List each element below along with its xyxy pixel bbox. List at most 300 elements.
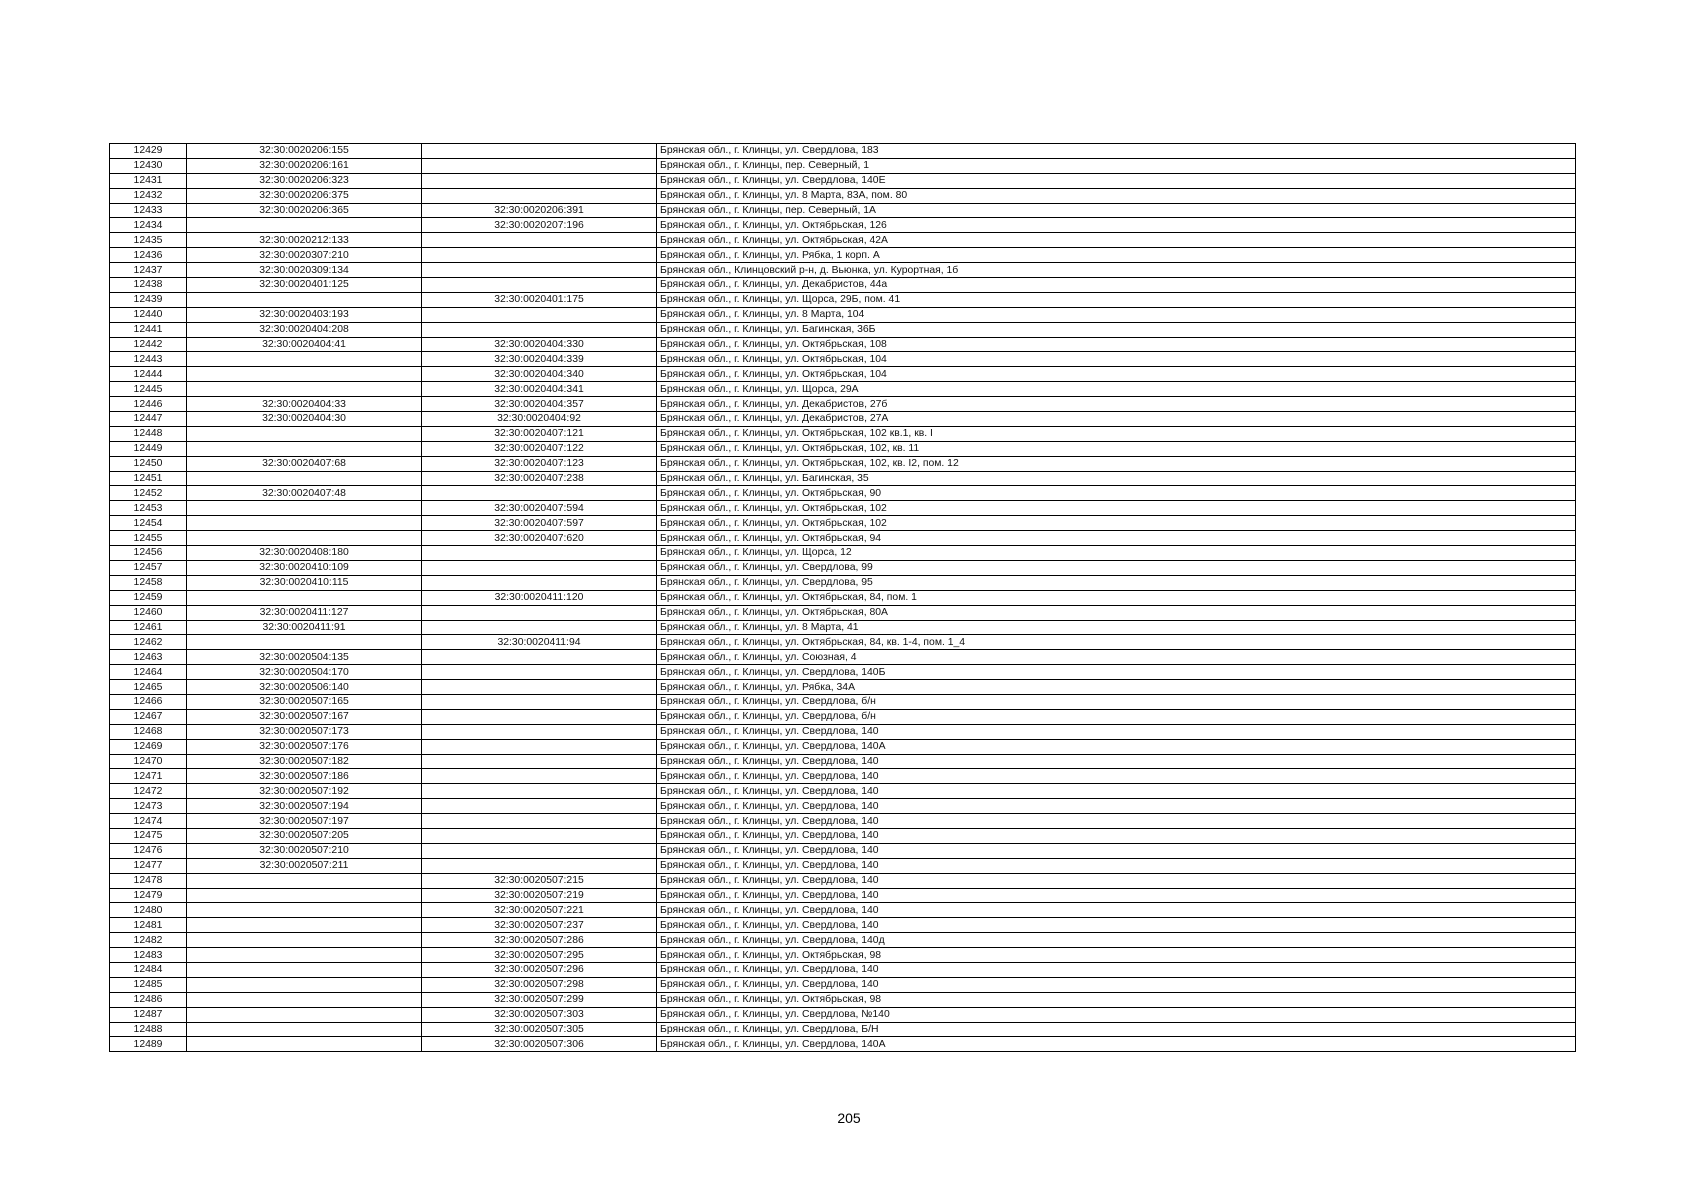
row-number-cell: 12443 <box>110 352 187 367</box>
related-cadastral-number-cell <box>422 173 657 188</box>
address-cell: Брянская обл., г. Клинцы, ул. Свердлова, 140 <box>657 977 1576 992</box>
cadastral-number-cell <box>187 873 422 888</box>
related-cadastral-number-cell: 32:30:0020407:620 <box>422 531 657 546</box>
related-cadastral-number-cell: 32:30:0020507:286 <box>422 933 657 948</box>
related-cadastral-number-cell: 32:30:0020507:237 <box>422 918 657 933</box>
table-row <box>110 933 1576 948</box>
address-cell: Брянская обл., г. Клинцы, ул. Октябрьская, 98 <box>657 992 1576 1007</box>
row-number-cell: 12487 <box>110 1007 187 1022</box>
address-cell: Брянская обл., г. Клинцы, ул. Октябрьская, 84, пом. 1 <box>657 590 1576 605</box>
related-cadastral-number-cell <box>422 680 657 695</box>
address-cell: Брянская обл., г. Клинцы, ул. Декабристов, 27А <box>657 412 1576 427</box>
row-number-cell: 12472 <box>110 784 187 799</box>
cadastral-number-cell: 32:30:0020407:48 <box>187 486 422 501</box>
related-cadastral-number-cell <box>422 233 657 248</box>
row-number-cell: 12431 <box>110 173 187 188</box>
cadastral-number-cell: 32:30:0020507:211 <box>187 858 422 873</box>
cadastral-number-cell: 32:30:0020307:210 <box>187 248 422 263</box>
related-cadastral-number-cell <box>422 784 657 799</box>
related-cadastral-number-cell <box>422 769 657 784</box>
cadastral-number-cell <box>187 292 422 307</box>
table-row <box>110 575 1576 590</box>
table-row <box>110 1007 1576 1022</box>
address-cell: Брянская обл., г. Клинцы, ул. Октябрьская, 126 <box>657 218 1576 233</box>
row-number-cell: 12437 <box>110 263 187 278</box>
cadastral-number-cell <box>187 441 422 456</box>
row-number-cell: 12484 <box>110 962 187 977</box>
related-cadastral-number-cell: 32:30:0020507:303 <box>422 1007 657 1022</box>
table-row <box>110 203 1576 218</box>
related-cadastral-number-cell <box>422 263 657 278</box>
cadastral-number-cell: 32:30:0020309:134 <box>187 263 422 278</box>
address-cell: Брянская обл., г. Клинцы, ул. Свердлова, 140 <box>657 828 1576 843</box>
table-row <box>110 218 1576 233</box>
address-cell: Брянская обл., г. Клинцы, ул. Декабристов, 44а <box>657 278 1576 293</box>
table-row <box>110 799 1576 814</box>
row-number-cell: 12483 <box>110 948 187 963</box>
cadastral-number-cell <box>187 471 422 486</box>
cadastral-number-cell <box>187 903 422 918</box>
row-number-cell: 12470 <box>110 754 187 769</box>
related-cadastral-number-cell: 32:30:0020407:121 <box>422 426 657 441</box>
related-cadastral-number-cell <box>422 322 657 337</box>
related-cadastral-number-cell: 32:30:0020404:330 <box>422 337 657 352</box>
address-cell: Брянская обл., г. Клинцы, ул. 8 Марта, 104 <box>657 307 1576 322</box>
related-cadastral-number-cell: 32:30:0020507:306 <box>422 1037 657 1052</box>
related-cadastral-number-cell <box>422 754 657 769</box>
cadastral-number-cell: 32:30:0020206:323 <box>187 173 422 188</box>
address-cell: Брянская обл., г. Клинцы, ул. Свердлова, 140 <box>657 858 1576 873</box>
row-number-cell: 12475 <box>110 828 187 843</box>
related-cadastral-number-cell: 32:30:0020507:221 <box>422 903 657 918</box>
cadastral-number-cell: 32:30:0020404:41 <box>187 337 422 352</box>
table-row <box>110 888 1576 903</box>
related-cadastral-number-cell <box>422 694 657 709</box>
table-row <box>110 903 1576 918</box>
table-row <box>110 590 1576 605</box>
table-row <box>110 814 1576 829</box>
cadastral-number-cell: 32:30:0020507:182 <box>187 754 422 769</box>
row-number-cell: 12465 <box>110 680 187 695</box>
row-number-cell: 12479 <box>110 888 187 903</box>
address-cell: Брянская обл., г. Клинцы, ул. Октябрьская, 98 <box>657 948 1576 963</box>
address-cell: Брянская обл., г. Клинцы, ул. Октябрьская, 102 кв.1, кв. I <box>657 426 1576 441</box>
cadastral-number-cell <box>187 933 422 948</box>
row-number-cell: 12458 <box>110 575 187 590</box>
cadastral-number-cell: 32:30:0020507:210 <box>187 843 422 858</box>
cadastral-number-cell: 32:30:0020504:170 <box>187 665 422 680</box>
cadastral-number-cell <box>187 382 422 397</box>
row-number-cell: 12469 <box>110 739 187 754</box>
table-row <box>110 382 1576 397</box>
related-cadastral-number-cell: 32:30:0020404:92 <box>422 412 657 427</box>
cadastral-number-cell: 32:30:0020507:176 <box>187 739 422 754</box>
related-cadastral-number-cell <box>422 188 657 203</box>
address-cell: Брянская обл., г. Клинцы, ул. Свердлова, 140 <box>657 724 1576 739</box>
cadastral-number-cell: 32:30:0020504:135 <box>187 650 422 665</box>
table-row <box>110 665 1576 680</box>
address-cell: Брянская обл., г. Клинцы, ул. Свердлова, 140 <box>657 784 1576 799</box>
address-cell: Брянская обл., г. Клинцы, ул. Свердлова, 140 <box>657 814 1576 829</box>
row-number-cell: 12488 <box>110 1022 187 1037</box>
related-cadastral-number-cell: 32:30:0020507:295 <box>422 948 657 963</box>
related-cadastral-number-cell: 32:30:0020207:196 <box>422 218 657 233</box>
cadastral-number-cell: 32:30:0020404:30 <box>187 412 422 427</box>
table-row <box>110 367 1576 382</box>
row-number-cell: 12432 <box>110 188 187 203</box>
row-number-cell: 12435 <box>110 233 187 248</box>
table-row <box>110 784 1576 799</box>
table-row <box>110 531 1576 546</box>
related-cadastral-number-cell <box>422 560 657 575</box>
table-row <box>110 486 1576 501</box>
row-number-cell: 12434 <box>110 218 187 233</box>
row-number-cell: 12476 <box>110 843 187 858</box>
row-number-cell: 12446 <box>110 397 187 412</box>
row-number-cell: 12461 <box>110 620 187 635</box>
cadastral-number-cell: 32:30:0020401:125 <box>187 278 422 293</box>
related-cadastral-number-cell <box>422 620 657 635</box>
row-number-cell: 12489 <box>110 1037 187 1052</box>
cadastral-number-cell: 32:30:0020507:173 <box>187 724 422 739</box>
row-number-cell: 12450 <box>110 456 187 471</box>
related-cadastral-number-cell <box>422 158 657 173</box>
address-cell: Брянская обл., г. Клинцы, ул. Свердлова, 140 <box>657 918 1576 933</box>
cadastral-number-cell: 32:30:0020507:186 <box>187 769 422 784</box>
related-cadastral-number-cell <box>422 650 657 665</box>
row-number-cell: 12441 <box>110 322 187 337</box>
cadastral-number-cell <box>187 501 422 516</box>
address-cell: Брянская обл., г. Клинцы, ул. Свердлова, 140Е <box>657 173 1576 188</box>
table-row <box>110 441 1576 456</box>
table-row <box>110 948 1576 963</box>
address-cell: Брянская обл., г. Клинцы, ул. Свердлова, 140А <box>657 1037 1576 1052</box>
row-number-cell: 12454 <box>110 516 187 531</box>
address-cell: Брянская обл., г. Клинцы, ул. Багинская, 36Б <box>657 322 1576 337</box>
table-row <box>110 605 1576 620</box>
row-number-cell: 12449 <box>110 441 187 456</box>
related-cadastral-number-cell: 32:30:0020507:296 <box>422 962 657 977</box>
address-cell: Брянская обл., г. Клинцы, ул. Октябрьская, 42А <box>657 233 1576 248</box>
address-cell: Брянская обл., г. Клинцы, ул. Октябрьская, 102, кв. 11 <box>657 441 1576 456</box>
row-number-cell: 12430 <box>110 158 187 173</box>
row-number-cell: 12464 <box>110 665 187 680</box>
row-number-cell: 12482 <box>110 933 187 948</box>
row-number-cell: 12447 <box>110 412 187 427</box>
table-row <box>110 322 1576 337</box>
table-row <box>110 248 1576 263</box>
related-cadastral-number-cell <box>422 739 657 754</box>
address-cell: Брянская обл., г. Клинцы, ул. Октябрьская, 102 <box>657 501 1576 516</box>
cadastral-number-cell: 32:30:0020206:155 <box>187 144 422 159</box>
related-cadastral-number-cell <box>422 799 657 814</box>
address-cell: Брянская обл., г. Клинцы, ул. Свердлова, 140 <box>657 962 1576 977</box>
cadastral-number-cell: 32:30:0020206:365 <box>187 203 422 218</box>
row-number-cell: 12466 <box>110 694 187 709</box>
table-row <box>110 918 1576 933</box>
address-cell: Брянская обл., г. Клинцы, ул. Свердлова, 95 <box>657 575 1576 590</box>
row-number-cell: 12448 <box>110 426 187 441</box>
row-number-cell: 12485 <box>110 977 187 992</box>
cadastral-number-cell <box>187 367 422 382</box>
table-row <box>110 501 1576 516</box>
table-row <box>110 1022 1576 1037</box>
address-cell: Брянская обл., г. Клинцы, пер. Северный, 1 <box>657 158 1576 173</box>
row-number-cell: 12468 <box>110 724 187 739</box>
row-number-cell: 12481 <box>110 918 187 933</box>
row-number-cell: 12477 <box>110 858 187 873</box>
address-cell: Брянская обл., г. Клинцы, ул. Свердлова, 140Б <box>657 665 1576 680</box>
related-cadastral-number-cell: 32:30:0020507:305 <box>422 1022 657 1037</box>
table-row <box>110 828 1576 843</box>
address-cell: Брянская обл., г. Клинцы, ул. Свердлова, 140А <box>657 739 1576 754</box>
cadastral-number-cell <box>187 352 422 367</box>
table-row <box>110 471 1576 486</box>
table-row <box>110 352 1576 367</box>
row-number-cell: 12473 <box>110 799 187 814</box>
row-number-cell: 12453 <box>110 501 187 516</box>
related-cadastral-number-cell: 32:30:0020507:215 <box>422 873 657 888</box>
table-row <box>110 397 1576 412</box>
address-cell: Брянская обл., г. Клинцы, ул. Свердлова, 140 <box>657 769 1576 784</box>
cadastral-number-cell <box>187 962 422 977</box>
related-cadastral-number-cell: 32:30:0020404:340 <box>422 367 657 382</box>
row-number-cell: 12439 <box>110 292 187 307</box>
address-cell: Брянская обл., г. Клинцы, ул. Декабристов, 27б <box>657 397 1576 412</box>
cadastral-number-cell <box>187 948 422 963</box>
address-cell: Брянская обл., г. Клинцы, ул. 8 Марта, 41 <box>657 620 1576 635</box>
table-row <box>110 263 1576 278</box>
related-cadastral-number-cell: 32:30:0020407:123 <box>422 456 657 471</box>
address-cell: Брянская обл., г. Клинцы, ул. Рябка, 1 корп. А <box>657 248 1576 263</box>
address-cell: Брянская обл., г. Клинцы, ул. Свердлова, 140 <box>657 754 1576 769</box>
address-cell: Брянская обл., г. Клинцы, ул. Щорса, 29А <box>657 382 1576 397</box>
address-cell: Брянская обл., г. Клинцы, ул. Октябрьская, 80А <box>657 605 1576 620</box>
table-row <box>110 769 1576 784</box>
related-cadastral-number-cell <box>422 144 657 159</box>
row-number-cell: 12474 <box>110 814 187 829</box>
table-row <box>110 680 1576 695</box>
related-cadastral-number-cell <box>422 665 657 680</box>
cadastral-number-cell <box>187 426 422 441</box>
address-cell: Брянская обл., г. Клинцы, ул. Свердлова, 99 <box>657 560 1576 575</box>
address-cell: Брянская обл., г. Клинцы, ул. Свердлова, б/н <box>657 709 1576 724</box>
address-cell: Брянская обл., г. Клинцы, ул. Октябрьская, 102 <box>657 516 1576 531</box>
related-cadastral-number-cell <box>422 248 657 263</box>
table-row <box>110 144 1576 159</box>
table-row <box>110 858 1576 873</box>
related-cadastral-number-cell <box>422 605 657 620</box>
table-row <box>110 516 1576 531</box>
address-cell: Брянская обл., г. Клинцы, ул. Октябрьская, 102, кв. I2, пом. 12 <box>657 456 1576 471</box>
cadastral-number-cell: 32:30:0020403:193 <box>187 307 422 322</box>
address-cell: Брянская обл., г. Клинцы, ул. Октябрьская, 108 <box>657 337 1576 352</box>
table-row <box>110 412 1576 427</box>
row-number-cell: 12463 <box>110 650 187 665</box>
cadastral-number-cell: 32:30:0020410:115 <box>187 575 422 590</box>
table-row <box>110 977 1576 992</box>
address-cell: Брянская обл., г. Клинцы, ул. Свердлова, 140 <box>657 888 1576 903</box>
related-cadastral-number-cell <box>422 724 657 739</box>
cadastral-number-cell: 32:30:0020507:205 <box>187 828 422 843</box>
related-cadastral-number-cell <box>422 486 657 501</box>
table-row <box>110 724 1576 739</box>
related-cadastral-number-cell <box>422 307 657 322</box>
related-cadastral-number-cell: 32:30:0020404:339 <box>422 352 657 367</box>
row-number-cell: 12433 <box>110 203 187 218</box>
related-cadastral-number-cell: 32:30:0020507:298 <box>422 977 657 992</box>
cadastral-number-cell <box>187 516 422 531</box>
cadastral-number-cell: 32:30:0020410:109 <box>187 560 422 575</box>
address-cell: Брянская обл., г. Клинцы, ул. Октябрьская, 84, кв. 1-4, пом. 1_4 <box>657 635 1576 650</box>
table-row <box>110 873 1576 888</box>
page-number: 205 <box>837 1110 861 1126</box>
table-row <box>110 337 1576 352</box>
related-cadastral-number-cell: 32:30:0020404:357 <box>422 397 657 412</box>
row-number-cell: 12444 <box>110 367 187 382</box>
address-cell: Брянская обл., г. Клинцы, ул. Щорса, 29Б, пом. 41 <box>657 292 1576 307</box>
table-row <box>110 739 1576 754</box>
related-cadastral-number-cell: 32:30:0020407:122 <box>422 441 657 456</box>
row-number-cell: 12459 <box>110 590 187 605</box>
address-cell: Брянская обл., г. Клинцы, ул. Октябрьская, 90 <box>657 486 1576 501</box>
row-number-cell: 12455 <box>110 531 187 546</box>
table-row <box>110 158 1576 173</box>
related-cadastral-number-cell <box>422 709 657 724</box>
table-row <box>110 620 1576 635</box>
address-cell: Брянская обл., г. Клинцы, ул. Свердлова, 140 <box>657 873 1576 888</box>
table-row <box>110 292 1576 307</box>
property-table <box>109 143 1576 1052</box>
table-body <box>110 144 1576 1052</box>
related-cadastral-number-cell <box>422 858 657 873</box>
address-cell: Брянская обл., г. Клинцы, ул. Свердлова, 140 <box>657 903 1576 918</box>
cadastral-number-cell: 32:30:0020411:91 <box>187 620 422 635</box>
row-number-cell: 12480 <box>110 903 187 918</box>
cadastral-number-cell <box>187 218 422 233</box>
related-cadastral-number-cell: 32:30:0020411:94 <box>422 635 657 650</box>
table-row <box>110 992 1576 1007</box>
cadastral-number-cell <box>187 992 422 1007</box>
cadastral-number-cell: 32:30:0020507:197 <box>187 814 422 829</box>
row-number-cell: 12438 <box>110 278 187 293</box>
related-cadastral-number-cell <box>422 278 657 293</box>
cadastral-number-cell <box>187 635 422 650</box>
row-number-cell: 12460 <box>110 605 187 620</box>
related-cadastral-number-cell: 32:30:0020507:219 <box>422 888 657 903</box>
cadastral-number-cell: 32:30:0020206:161 <box>187 158 422 173</box>
table-row <box>110 843 1576 858</box>
cadastral-number-cell <box>187 1037 422 1052</box>
address-cell: Брянская обл., г. Клинцы, ул. Свердлова, Б/Н <box>657 1022 1576 1037</box>
row-number-cell: 12486 <box>110 992 187 1007</box>
related-cadastral-number-cell <box>422 814 657 829</box>
row-number-cell: 12429 <box>110 144 187 159</box>
row-number-cell: 12445 <box>110 382 187 397</box>
address-cell: Брянская обл., г. Клинцы, пер. Северный, 1А <box>657 203 1576 218</box>
table-row <box>110 173 1576 188</box>
table-row <box>110 546 1576 561</box>
cadastral-number-cell: 32:30:0020507:167 <box>187 709 422 724</box>
address-cell: Брянская обл., г. Клинцы, ул. Свердлова, 140 <box>657 799 1576 814</box>
cadastral-number-cell: 32:30:0020507:165 <box>187 694 422 709</box>
cadastral-number-cell: 32:30:0020507:192 <box>187 784 422 799</box>
cadastral-number-cell <box>187 918 422 933</box>
related-cadastral-number-cell: 32:30:0020401:175 <box>422 292 657 307</box>
table-row <box>110 233 1576 248</box>
cadastral-number-cell: 32:30:0020212:133 <box>187 233 422 248</box>
cadastral-number-cell <box>187 977 422 992</box>
table-row <box>110 962 1576 977</box>
related-cadastral-number-cell <box>422 828 657 843</box>
row-number-cell: 12462 <box>110 635 187 650</box>
row-number-cell: 12451 <box>110 471 187 486</box>
table-row <box>110 456 1576 471</box>
row-number-cell: 12456 <box>110 546 187 561</box>
table-row <box>110 188 1576 203</box>
row-number-cell: 12467 <box>110 709 187 724</box>
cadastral-number-cell: 32:30:0020407:68 <box>187 456 422 471</box>
cadastral-number-cell <box>187 1007 422 1022</box>
row-number-cell: 12442 <box>110 337 187 352</box>
cadastral-number-cell: 32:30:0020408:180 <box>187 546 422 561</box>
address-cell: Брянская обл., г. Клинцы, ул. 8 Марта, 83А, пом. 80 <box>657 188 1576 203</box>
cadastral-number-cell <box>187 1022 422 1037</box>
cadastral-number-cell <box>187 531 422 546</box>
related-cadastral-number-cell: 32:30:0020407:238 <box>422 471 657 486</box>
address-cell: Брянская обл., г. Клинцы, ул. Октябрьская, 104 <box>657 352 1576 367</box>
table-row <box>110 709 1576 724</box>
address-cell: Брянская обл., г. Клинцы, ул. Свердлова, 140 <box>657 843 1576 858</box>
related-cadastral-number-cell <box>422 546 657 561</box>
address-cell: Брянская обл., Клинцовский р-н, д. Вьюнка, ул. Курортная, 1б <box>657 263 1576 278</box>
address-cell: Брянская обл., г. Клинцы, ул. Союзная, 4 <box>657 650 1576 665</box>
row-number-cell: 12436 <box>110 248 187 263</box>
table-row <box>110 278 1576 293</box>
row-number-cell: 12452 <box>110 486 187 501</box>
related-cadastral-number-cell: 32:30:0020507:299 <box>422 992 657 1007</box>
address-cell: Брянская обл., г. Клинцы, ул. Щорса, 12 <box>657 546 1576 561</box>
address-cell: Брянская обл., г. Клинцы, ул. Рябка, 34А <box>657 680 1576 695</box>
table-row <box>110 754 1576 769</box>
table-row <box>110 560 1576 575</box>
cadastral-number-cell: 32:30:0020411:127 <box>187 605 422 620</box>
address-cell: Брянская обл., г. Клинцы, ул. Свердлова, б/н <box>657 694 1576 709</box>
related-cadastral-number-cell <box>422 575 657 590</box>
related-cadastral-number-cell: 32:30:0020206:391 <box>422 203 657 218</box>
address-cell: Брянская обл., г. Клинцы, ул. Октябрьская, 94 <box>657 531 1576 546</box>
related-cadastral-number-cell: 32:30:0020407:597 <box>422 516 657 531</box>
cadastral-number-cell <box>187 888 422 903</box>
cadastral-number-cell: 32:30:0020206:375 <box>187 188 422 203</box>
related-cadastral-number-cell: 32:30:0020407:594 <box>422 501 657 516</box>
address-cell: Брянская обл., г. Клинцы, ул. Багинская, 35 <box>657 471 1576 486</box>
table-row <box>110 1037 1576 1052</box>
address-cell: Брянская обл., г. Клинцы, ул. Свердлова, №140 <box>657 1007 1576 1022</box>
row-number-cell: 12478 <box>110 873 187 888</box>
cadastral-number-cell: 32:30:0020404:208 <box>187 322 422 337</box>
table-row <box>110 307 1576 322</box>
address-cell: Брянская обл., г. Клинцы, ул. Свердлова, 140д <box>657 933 1576 948</box>
table-row <box>110 426 1576 441</box>
row-number-cell: 12457 <box>110 560 187 575</box>
cadastral-number-cell: 32:30:0020404:33 <box>187 397 422 412</box>
row-number-cell: 12440 <box>110 307 187 322</box>
address-cell: Брянская обл., г. Клинцы, ул. Октябрьская, 104 <box>657 367 1576 382</box>
related-cadastral-number-cell: 32:30:0020404:341 <box>422 382 657 397</box>
table-row <box>110 694 1576 709</box>
related-cadastral-number-cell <box>422 843 657 858</box>
